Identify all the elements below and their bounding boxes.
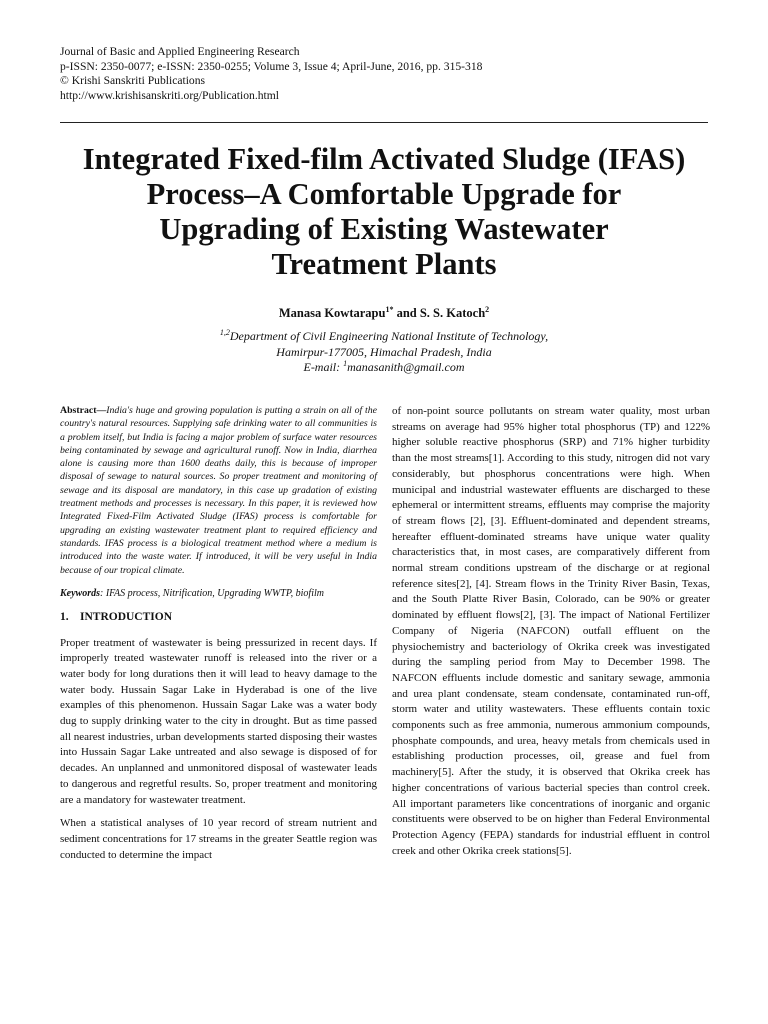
left-column [60, 404, 377, 871]
journal-url[interactable]: http://www.krishisanskriti.org/Publication.html [60, 88, 279, 102]
author-superscript: 2 [485, 304, 490, 314]
body-paragraph: of non-point source pollutants on stream water quality, most urban streams on average had 95% higher total phosphorus (TP) and 122% higher soluble reactive phosphorus (SRP) and 71% higher turbidity than the most streams[1]. According to this study, nitrogen did not vary considerably, but phosphorus concentrations were high. When municipal and industrial wastewater effluents are discharged to these ephemeral or intermittent streams, effluents may comprise the majority of stream flows [2], [3]. Effluent-dominated and dependent streams, hereafter effluent-dominated streams have unique water quality characteristics that, in most cases, are comparatively different from normal stream conditions upstream of the discharge or at regional reference sites[2], [4]. Stream flows in the Trinity River Basin, Texas, and the South Platte River Basin, Colorado, can be 90% or greater dominated by effluent flows[2], [3]. The impact of National Fertilizer Company of Nigeria (NAFCON) outfall effluent on the physiochemistry and bacteriology of Okrika creek was investigated during the sampling period from May to December 1998. The NAFCON effluents include domestic and sanitary sewage, ammonia and urea plant condensate, steam condensate, contaminated run-off, storm water and utility wastewaters. These effluents contain toxic components such as free ammonia, numerous ammonium compounds, phosphate compounds, and urea, heavy metals from chemicals used in establishing production processes, oil, grease and fuel from machinery[5]. After the study, it is observed that Okrika creek has higher concentrations of various bacterial species than control creek. All important parameters like concentrations of inorganic and organic constituents were observed to be on higher than Federal Environmental Protection Agency (FEPA) standards for industrial effluent in control creek and other Okrika creek stations[5]. [392, 405, 710, 857]
journal-name: Journal of Basic and Applied Engineering Research [60, 45, 300, 58]
author-list [0, 306, 768, 321]
affiliation-department: Department of Civil Engineering National Institute of Technology, [229, 329, 549, 343]
affiliation-superscript: 1,2 [219, 328, 230, 337]
journal-copyright: © Krishi Sanskriti Publications [60, 74, 206, 88]
affiliation [0, 329, 768, 376]
email-address[interactable]: manasanith@gmail.com [347, 360, 465, 374]
title-line: Process–A Comfortable Upgrade for [146, 177, 622, 211]
section-number: 1. [60, 610, 69, 623]
author-name: S. S. Katoch [419, 306, 486, 320]
keywords [60, 587, 377, 600]
body-paragraph: When a statistical analyses of 10 year record of stream nutrient and sediment concentrations for 17 streams in the greater Seattle region was conducted to determine the impact [60, 817, 377, 861]
author-superscript: 1* [385, 304, 394, 314]
journal-issn-volume: p-ISSN: 2350-0077; e-ISSN: 2350-0255; Volume 3, Issue 4; April-June, 2016, pp. 315-318 [60, 59, 483, 73]
abstract-label: Abstract— [60, 405, 107, 416]
author-joiner: and [393, 306, 420, 320]
keywords-text: : IFAS process, Nitrification, Upgrading WWTP, biofilm [100, 587, 324, 599]
title-line: Treatment Plants [271, 247, 497, 281]
right-column [392, 404, 710, 867]
section-title: INTRODUCTION [80, 610, 173, 623]
header-divider [60, 122, 708, 123]
section-heading [60, 610, 377, 626]
email-superscript: 1 [343, 359, 348, 368]
author-name: Manasa Kowtarapu [278, 306, 386, 320]
keywords-label: Keywords [60, 587, 100, 599]
body-paragraph: Proper treatment of wastewater is being pressurized in recent days. If improperly treated wastewater runoff is released into the river or a water body for long durations then it will lead to heavy damage to the water body. Hussain Sagar Lake in Hyderabad is one of the live examples of this phenomenon. Hussain Sagar Lake was a water body dug to supply drinking water to the city in drought. But as time passed all nearest industries, urban developments started disposing their wastes into Hussain Sagar Lake untreated and also sewage is disposed of for decades. An unplanned and unmonitored disposal of wastewater leads to dangerous and regretful results. So, proper treatment and monitoring are a mandatory for wastewater treatment. [60, 636, 377, 806]
paper-title [40, 142, 728, 282]
abstract-text: India's huge and growing population is putting a strain on all of the country's natural resources. Supplying safe drinking water to all communities is a problem itself, but India is facing a major problem of surface water resources being contaminated by sewage and agricultural runoff. Now in India, diarrhea alone is causing more than 1600 deaths daily, this is because of improper disposal of sewage to natural sources. So proper treatment and monitoring of sewage and its disposal are mandatory, in this case up gradation of existing treatment methods and processes is necessary. In this paper, it is reviewed how Integrated Fixed-Film Activated Sludge (IFAS) process is comfortable for upgrading an existing wastewater treatment plant to required efficiency and standards. IFAS process is a biological treatment method where a medium is introduced into the waste water. If introduced, it will be very useful in India because of our tropical climate. [60, 405, 377, 576]
affiliation-address: Hamirpur-177005, Himachal Pradesh, India [276, 344, 492, 359]
title-line: Integrated Fixed-film Activated Sludge (IFAS) [82, 142, 686, 176]
email-label: E-mail: [303, 360, 344, 374]
abstract [60, 404, 377, 577]
title-line: Upgrading of Existing Wastewater [159, 212, 609, 246]
journal-header [60, 45, 482, 103]
